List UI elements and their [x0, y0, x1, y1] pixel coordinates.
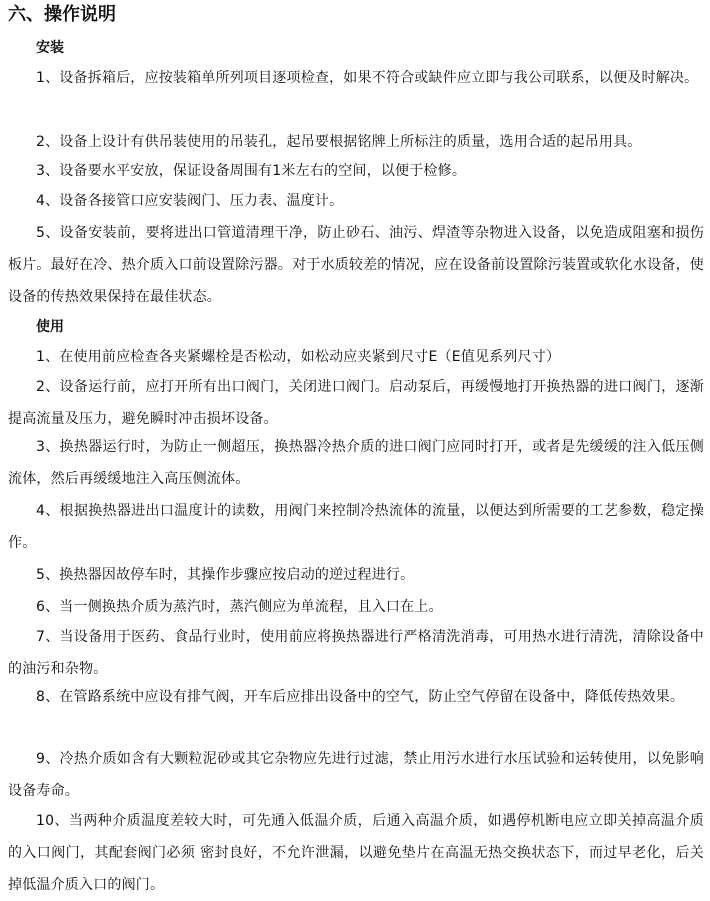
install-item-3: 3、设备要水平安放，保证设备周围有1米左右的空间，以便于检修。	[36, 163, 467, 179]
usage-item-5: 5、换热器因故停车时，其操作步骤应按启动的逆过程进行。	[36, 567, 415, 583]
install-item-5: 5、设备安装前，要将进出口管道清理干净，防止砂石、油污、焊渣等杂物进入设备，以免造成阻塞和损伤板片。最好在冷、热介质入口前设置除污器。对于水质较差的情况，应在设备前设置除污装置或软化水设备，使设备的传热效果保持在最佳状态。	[8, 225, 704, 305]
usage-item-2: 2、设备运行前，应打开所有出口阀门，关闭进口阀门。启动泵后，再缓慢地打开换热器的进口阀门，逐渐提高流量及压力，避免瞬时冲击损坏设备。	[8, 379, 704, 427]
usage-heading: 使用	[36, 319, 64, 335]
usage-item-9: 9、冷热介质如含有大颗粒泥砂或其它杂物应先进行过滤，禁止用污水进行水压试验和运转使用，以免影响设备寿命。	[8, 751, 704, 799]
section-title: 六、操作说明	[8, 4, 116, 25]
install-item-1: 1、设备拆箱后，应按装箱单所列项目逐项检查，如果不符合或缺件应立即与我公司联系，以便及时解决。	[36, 70, 699, 86]
usage-item-4: 4、根据换热器进出口温度计的读数，用阀门来控制冷热流体的流量，以便达到所需要的工艺参数，稳定操作。	[8, 503, 704, 551]
usage-item-10: 10、当两种介质温度差较大时，可先通入低温介质，后通入高温介质，如遇停机断电应立即关掉高温介质的入口阀门，其配套阀门必须 密封良好，不允许泄漏，以避免垫片在高温无热交换状态下，而过早老化，后关掉低温介质入口的阀门。	[8, 813, 704, 893]
usage-item-1: 1、在使用前应检查各夹紧螺栓是否松动，如松动应夹紧到尺寸E（E值见系列尺寸）	[36, 349, 561, 365]
usage-item-6: 6、当一侧换热介质为蒸汽时，蒸汽侧应为单流程，且入口在上。	[36, 599, 443, 615]
usage-item-7: 7、当设备用于医药、食品行业时，使用前应将换热器进行严格清洗消毒，可用热水进行清洗，清除设备中的油污和杂物。	[8, 629, 704, 677]
usage-item-3: 3、换热器运行时，为防止一侧超压，换热器冷热介质的进口阀门应同时打开，或者是先缓缓的注入低压侧流体，然后再缓缓地注入高压侧流体。	[8, 439, 704, 487]
install-item-2: 2、设备上设计有供吊装使用的吊装孔，起吊要根据铭牌上所标注的质量，选用合适的起吊用具。	[36, 134, 642, 150]
install-item-4: 4、设备各接管口应安装阀门、压力表、温度计。	[36, 193, 344, 209]
install-heading: 安装	[36, 40, 64, 56]
usage-item-8: 8、在管路系统中应设有排气阀，开车后应排出设备中的空气，防止空气停留在设备中，降低传热效果。	[36, 689, 685, 705]
